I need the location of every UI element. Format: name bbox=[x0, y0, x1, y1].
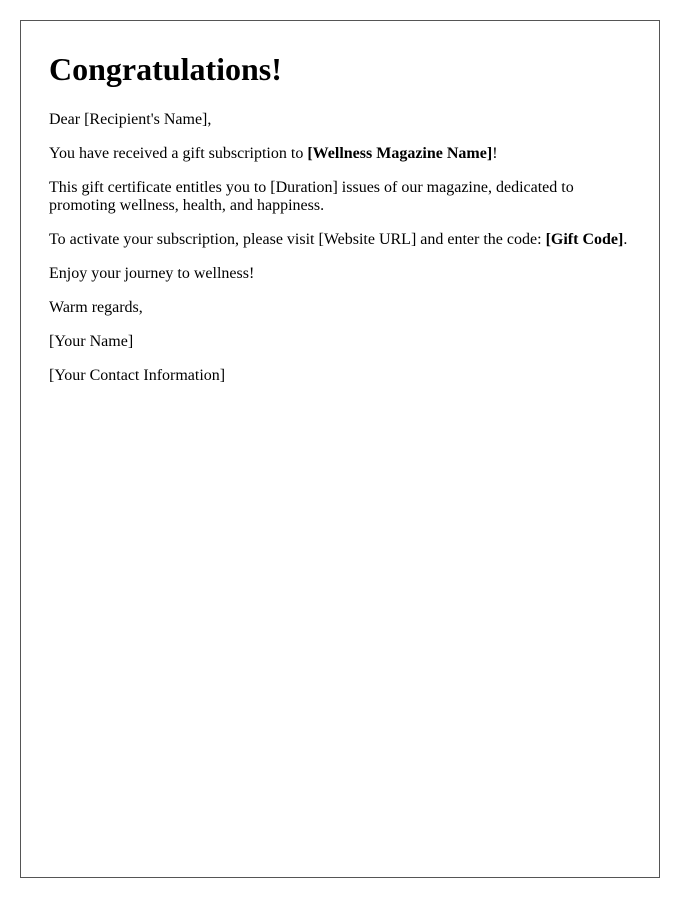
wish: Enjoy your journey to wellness! bbox=[49, 265, 255, 282]
magazine-name: [Wellness Magazine Name] bbox=[307, 145, 493, 162]
greeting: Dear [Recipient's Name], bbox=[49, 111, 212, 128]
gift-code: [Gift Code] bbox=[545, 231, 624, 248]
gift-line-prefix: You have received a gift subscription to bbox=[49, 145, 308, 162]
activation-suffix: . bbox=[623, 231, 628, 248]
sender-name: [Your Name] bbox=[49, 333, 134, 350]
activation-prefix: To activate your subscription, please visit [Website URL] and enter the code: bbox=[49, 231, 546, 248]
gift-certificate-letter bbox=[20, 20, 660, 878]
gift-line-suffix: ! bbox=[492, 145, 498, 162]
description: This gift certificate entitles you to [Duration] issues of our magazine, dedicated to promoting wellness, health, and happiness. bbox=[49, 179, 574, 214]
sender-contact: [Your Contact Information] bbox=[49, 367, 226, 384]
closing: Warm regards, bbox=[49, 299, 143, 316]
activation-instructions bbox=[49, 231, 631, 249]
letter-title: Congratulations! bbox=[49, 51, 282, 87]
gift-line bbox=[49, 145, 631, 163]
